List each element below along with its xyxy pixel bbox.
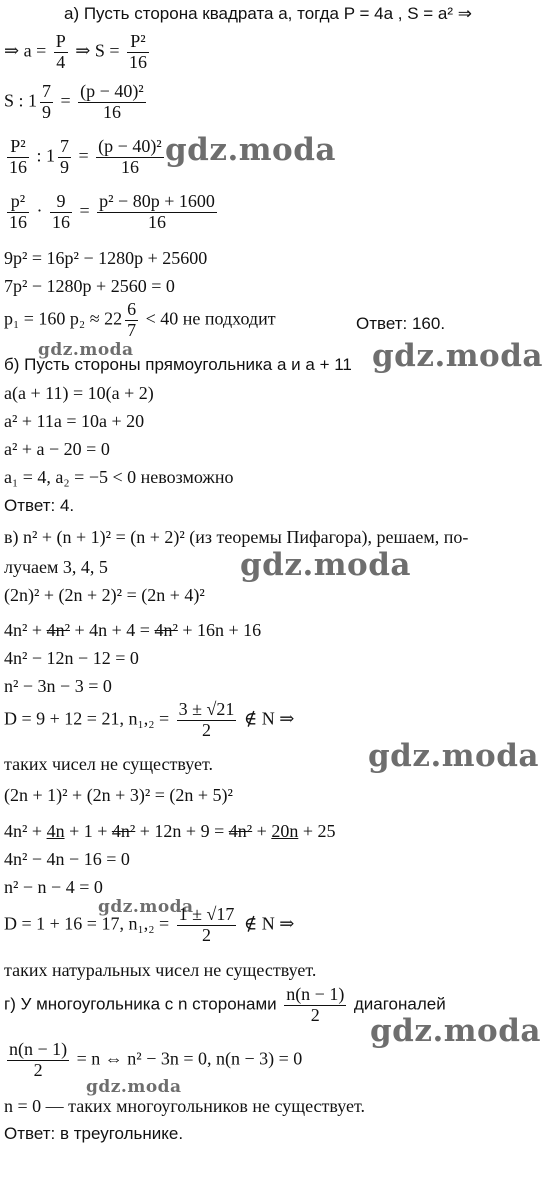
- math-text: 4n² +: [4, 821, 47, 841]
- fraction-den: 16: [120, 156, 139, 177]
- watermark: gdz.moda: [368, 738, 539, 774]
- part-b-line-3: a² + 11a = 10a + 20: [4, 411, 145, 431]
- part-a-line-6: 9p² = 16p² − 1280p + 25600: [4, 248, 208, 268]
- fraction-den: 2: [310, 1004, 320, 1025]
- fraction: [177, 905, 237, 946]
- fraction-num: 6: [127, 299, 137, 319]
- underlined-term: 20n: [271, 821, 299, 841]
- part-a-line-3: [4, 82, 149, 123]
- fraction-num: (p − 40)²: [98, 136, 162, 156]
- fraction: [125, 300, 138, 341]
- fraction: [7, 192, 29, 233]
- fraction-den: 16: [9, 156, 27, 177]
- part-g-answer: Ответ: в треугольнике.: [4, 1124, 184, 1143]
- fraction: [40, 82, 53, 123]
- math-text: < 40 не подходит: [145, 308, 276, 329]
- math-text: ∉ N ⇒: [243, 708, 295, 729]
- part-g-line-2: [4, 1040, 302, 1081]
- math-text: = n ⇔ n² − 3n = 0, n(n − 3) = 0: [76, 1048, 303, 1069]
- math-text: p₁ = 160 p₂ ≈ 22: [4, 308, 123, 329]
- part-v-intro: в) n² + (n + 1)² = (n + 2)² (из теоремы Пифагора), решаем, по-: [4, 527, 469, 547]
- watermark: gdz.moda: [240, 547, 411, 583]
- math-text: ∉ N ⇒: [243, 913, 295, 934]
- part-v-line-10: [4, 821, 335, 842]
- fraction-num: P²: [7, 137, 29, 158]
- math-text: 4n² +: [4, 620, 47, 640]
- part-b-line-4: a² + a − 20 = 0: [4, 439, 110, 459]
- fraction-num: 1 ± √17: [178, 904, 235, 924]
- fraction: [177, 700, 237, 741]
- math-text: + 25: [298, 821, 336, 841]
- watermark: gdz.moda: [38, 340, 134, 360]
- part-v-line-13: [4, 905, 294, 946]
- math-text: =: [78, 145, 89, 166]
- part-v-line-12: n² − n − 4 = 0: [4, 877, 103, 897]
- part-v-line-9: (2n + 1)² + (2n + 3)² = (2n + 5)²: [4, 785, 233, 805]
- fraction-num: 9: [50, 192, 72, 213]
- part-a-line-2: [4, 32, 152, 73]
- fraction-num: 3 ± √21: [178, 699, 235, 719]
- math-text: ⇒ S =: [75, 40, 120, 61]
- fraction-num: n(n − 1): [286, 984, 345, 1004]
- fraction: [96, 137, 164, 178]
- part-v-line-4: [4, 620, 261, 641]
- part-v-line-8: таких чисел не существует.: [4, 754, 213, 774]
- part-b-answer: Ответ: 4.: [4, 496, 75, 515]
- fraction-den: 9: [42, 101, 52, 122]
- part-b-line-2: a(a + 11) = 10(a + 2): [4, 383, 154, 403]
- part-v-line-2: лучаем 3, 4, 5: [4, 557, 108, 577]
- math-text: +: [252, 821, 272, 841]
- cancelled-term: 4n²: [111, 821, 136, 841]
- fraction-den: 2: [202, 924, 212, 945]
- math-text: + 4n + 4 =: [69, 620, 155, 640]
- fraction: [127, 32, 149, 73]
- fraction: [50, 192, 72, 233]
- fraction-den: 2: [33, 1059, 43, 1080]
- part-b-intro: б) Пусть стороны прямоугольника a и a + 11: [4, 355, 352, 374]
- part-v-line-7: [4, 700, 294, 741]
- part-a-line-7: 7p² − 1280p + 2560 = 0: [4, 276, 175, 296]
- math-text: S : 1: [4, 90, 38, 111]
- cancelled-term: 4n²: [154, 620, 178, 640]
- fraction-num: n(n − 1): [9, 1039, 68, 1059]
- part-a-line-8: [4, 300, 276, 341]
- fraction: [78, 82, 146, 123]
- part-v-line-6: n² − 3n − 3 = 0: [4, 676, 112, 696]
- watermark: gdz.moda: [98, 897, 194, 917]
- fraction-num: 7: [60, 136, 70, 156]
- math-text: диагоналей: [353, 994, 446, 1014]
- math-text: : 1: [36, 145, 56, 166]
- math-text: г) У многоугольника с n сторонами: [4, 994, 277, 1014]
- fraction-num: P: [55, 31, 66, 51]
- watermark: gdz.moda: [86, 1077, 182, 1097]
- fraction-den: 16: [9, 211, 27, 232]
- fraction-num: (p − 40)²: [80, 81, 144, 101]
- fraction-num: P²: [127, 32, 149, 53]
- fraction: [54, 32, 68, 73]
- math-text: ·: [36, 200, 43, 221]
- math-text: D = 9 + 12 = 21, n₁,₂ =: [4, 708, 170, 729]
- fraction-den: 9: [60, 156, 70, 177]
- underlined-term: 4n: [46, 821, 65, 841]
- part-a-intro: а) Пусть сторона квадрата a, тогда P = 4a , S = a² ⇒: [64, 4, 472, 23]
- fraction: [58, 137, 71, 178]
- fraction: [97, 192, 217, 233]
- math-text: =: [79, 200, 90, 221]
- fraction-den: 2: [202, 719, 212, 740]
- part-g-line-1: [4, 985, 446, 1026]
- fraction-den: 7: [127, 319, 137, 340]
- cancelled-term: 4n²: [46, 620, 70, 640]
- math-text: ⇒ a =: [4, 40, 47, 61]
- part-v-line-5: 4n² − 12n − 12 = 0: [4, 648, 139, 668]
- math-text: + 1 +: [64, 821, 112, 841]
- fraction-num: p²: [7, 192, 29, 213]
- watermark: gdz.moda: [165, 132, 336, 168]
- fraction-den: 16: [129, 51, 147, 72]
- math-text: D = 1 + 16 = 17, n₁,₂ =: [4, 913, 170, 934]
- math-text: + 16n + 16: [177, 620, 262, 640]
- cancelled-term: 4n²: [228, 821, 253, 841]
- watermark: gdz.moda: [372, 338, 543, 374]
- fraction-num: 7: [42, 81, 52, 101]
- fraction: [284, 985, 346, 1026]
- fraction-num: p² − 80p + 1600: [99, 191, 215, 211]
- part-v-line-14: таких натуральных чисел не существует.: [4, 960, 317, 980]
- fraction: [7, 1040, 69, 1081]
- watermark: gdz.moda: [370, 1013, 541, 1049]
- fraction-den: 16: [52, 211, 70, 232]
- fraction-den: 16: [148, 211, 166, 232]
- part-b-line-5: a₁ = 4, a₂ = −5 < 0 невозможно: [4, 467, 234, 487]
- part-a-line-5: [4, 192, 220, 233]
- part-v-line-11: 4n² − 4n − 16 = 0: [4, 849, 130, 869]
- math-text: =: [60, 90, 71, 111]
- fraction: [7, 137, 29, 178]
- part-a-answer: Ответ: 160.: [356, 314, 446, 333]
- part-a-line-4: [4, 137, 167, 178]
- fraction-den: 4: [56, 51, 66, 72]
- math-text: + 12n + 9 =: [135, 821, 229, 841]
- part-v-line-3: (2n)² + (2n + 2)² = (2n + 4)²: [4, 585, 205, 605]
- part-g-line-3: n = 0 — таких многоугольников не существует.: [4, 1096, 366, 1116]
- fraction-den: 16: [102, 101, 121, 122]
